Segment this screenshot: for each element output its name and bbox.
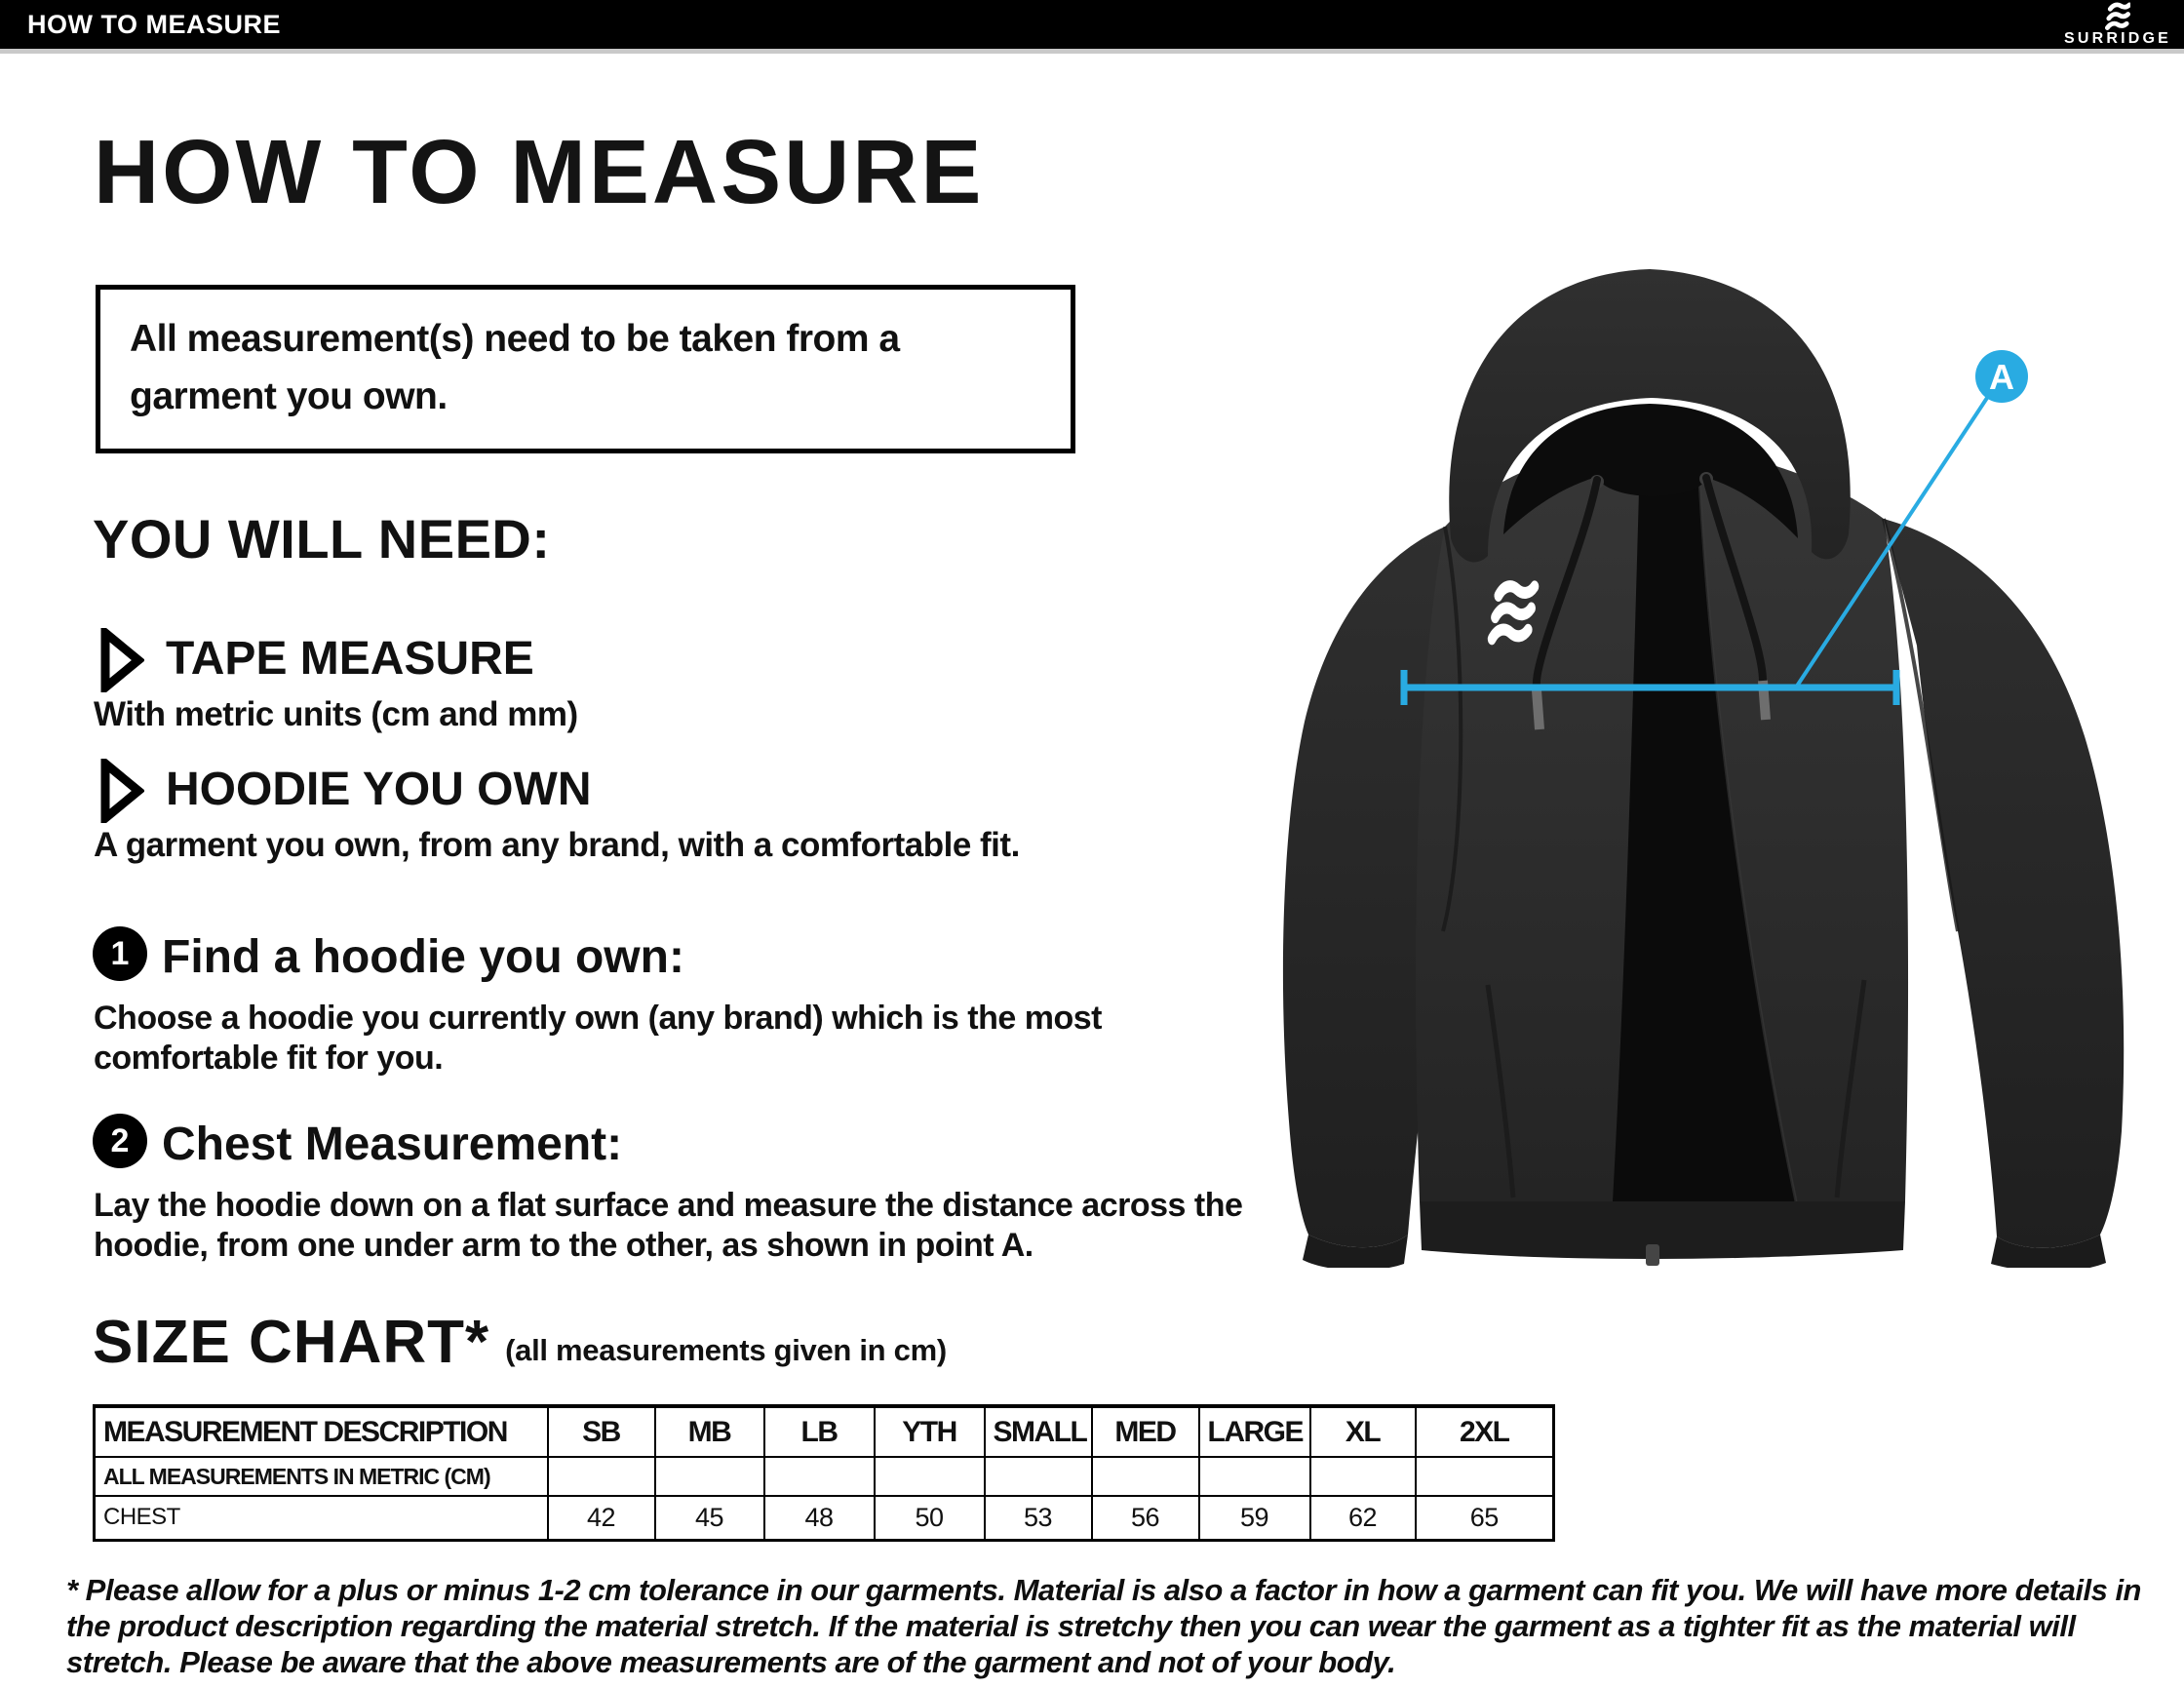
need-item-title: HOODIE YOU OWN [166,764,592,815]
need-item-description: With metric units (cm and mm) [94,695,578,733]
play-triangle-icon [99,759,144,823]
cell: 59 [1199,1496,1310,1540]
hoodie-diagram [1063,195,2184,1268]
row-label: ALL MEASUREMENTS IN METRIC (CM) [95,1457,548,1496]
cell [655,1457,764,1496]
step-number: 2 [110,1121,130,1159]
column-header: XL [1310,1406,1416,1457]
cell [548,1457,655,1496]
notice-text: All measurement(s) need to be taken from a garment you own. [130,318,900,417]
column-header: MED [1092,1406,1199,1457]
cell: 50 [875,1496,985,1540]
step-1-badge [93,926,147,981]
row-label: CHEST [95,1496,548,1540]
surridge-s-icon [2105,2,2130,31]
play-triangle-icon [99,628,144,692]
hoodie-image [1063,195,2184,1268]
header-row [95,1406,1554,1457]
step-2-badge [93,1114,147,1168]
cell [1092,1457,1199,1496]
column-header: SB [548,1406,655,1457]
surridge-logo [2059,2,2176,47]
column-header: YTH [875,1406,985,1457]
step-2-title: Chest Measurement: [162,1119,623,1170]
cell: 53 [985,1496,1092,1540]
table-row-chest [95,1496,1554,1540]
column-header: LB [764,1406,875,1457]
cell: 62 [1310,1496,1416,1540]
cell: 42 [548,1496,655,1540]
step-2-description: Lay the hoodie down on a flat surface and measure the distance across the hoodie, from one under arm to the other, as shown in point A. [94,1187,1243,1265]
column-header: SMALL [985,1406,1092,1457]
size-chart-table [93,1404,1555,1542]
cell [985,1457,1092,1496]
cell [1310,1457,1416,1496]
cell: 56 [1092,1496,1199,1540]
size-chart-title: SIZE CHART* [93,1309,490,1376]
cell [1199,1457,1310,1496]
cell: 48 [764,1496,875,1540]
column-header: 2XL [1416,1406,1554,1457]
column-header: MEASUREMENT DESCRIPTION [95,1406,548,1457]
top-bar [0,0,2184,54]
size-chart-heading-row [93,1309,947,1376]
need-item-title: TAPE MEASURE [166,633,534,685]
step-number: 1 [110,934,130,972]
brand-name: SURRIDGE [2063,30,2172,47]
cell: 45 [655,1496,764,1540]
table-row-metric [95,1457,1554,1496]
page-title: HOW TO MEASURE [94,121,985,222]
size-chart-subtitle: (all measurements given in cm) [505,1333,947,1367]
need-item-description: A garment you own, from any brand, with a comfortable fit. [94,826,1020,864]
hoodie-graphic [1283,269,2124,1268]
you-will-need-heading: YOU WILL NEED: [93,508,551,569]
column-header: MB [655,1406,764,1457]
step-1-description: Choose a hoodie you currently own (any brand) which is the most comfortable fit for you. [94,1000,1102,1078]
notice-box [96,285,1075,453]
tolerance-footnote: * Please allow for a plus or minus 1-2 cm tolerance in our garments. Material is also a factor in how a garment can fit you. We will have more details in the product description regarding the material stretch. If the material is stretchy then you can wear the garment as a tighter fit as the material will stretch. Please be aware that the above measurements are of the garment and not of your body. [66,1573,2141,1680]
point-a-label: A [1989,357,2014,397]
cell: 65 [1416,1496,1554,1540]
column-header: LARGE [1199,1406,1310,1457]
point-a-badge [1975,350,2028,403]
cell [875,1457,985,1496]
top-bar-title: HOW TO MEASURE [27,9,282,39]
cell [764,1457,875,1496]
step-1-title: Find a hoodie you own: [162,931,684,983]
cell [1416,1457,1554,1496]
